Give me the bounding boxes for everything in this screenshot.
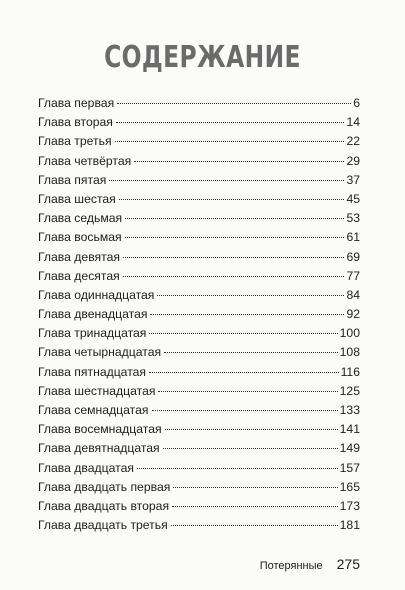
toc-row [38,209,360,228]
toc-page-number: 77 [346,268,360,283]
toc-row [38,401,360,420]
toc-row [38,420,360,439]
toc-dot-leader [109,180,344,181]
toc-page-number: 165 [339,479,360,494]
toc-page-number: 141 [339,422,360,437]
toc-dot-leader [123,276,345,277]
toc-chapter-title: Глава шестая [38,191,116,206]
toc-chapter-title: Глава тринадцатая [38,326,147,341]
toc-page-number: 61 [346,230,360,245]
toc-dot-leader [117,103,351,104]
toc-dot-leader [125,237,345,238]
toc-row [38,267,360,286]
toc-dot-leader [152,410,338,411]
toc-page-number: 92 [346,307,360,322]
toc-chapter-title: Глава семнадцатая [38,403,149,417]
page-footer [0,556,360,574]
toc-chapter-title: Глава третья [38,134,112,149]
toc-chapter-title: Глава шестнадцатая [38,383,156,398]
toc-page-number: 133 [339,403,360,417]
toc-chapter-title: Глава двадцать третья [38,518,168,533]
toc-page-number: 100 [339,326,360,341]
toc-dot-leader [163,448,338,449]
toc-chapter-title: Глава восьмая [38,230,122,245]
toc-page-number: 157 [339,460,360,475]
toc-page-number: 181 [339,518,360,533]
toc-row [38,152,360,171]
toc-chapter-title: Глава седьмая [38,211,123,226]
toc-row [38,94,360,113]
page-number: 275 [336,556,360,572]
toc-dot-leader [123,257,344,258]
toc-row [38,286,360,305]
toc-chapter-title: Глава четырнадцатая [38,345,162,360]
page-title: СОДЕРЖАНИЕ [104,40,301,75]
toc-row [38,459,360,478]
toc-chapter-title: Глава десятая [38,268,120,283]
toc-dot-leader [137,468,338,469]
toc-dot-leader [164,352,338,353]
toc-row [38,228,360,247]
toc-dot-leader [158,391,337,392]
toc-chapter-title: Глава девятнадцатая [38,441,160,456]
toc-page-number: 53 [346,211,360,226]
toc-row [38,343,360,362]
toc-chapter-title: Глава пятая [38,172,107,187]
toc-page-number: 173 [339,498,360,513]
toc-chapter-title: Глава четвёртая [38,153,132,168]
toc-row [38,171,360,190]
toc-dot-leader [116,122,345,123]
toc-page-number: 84 [346,287,360,302]
toc-chapter-title: Глава вторая [38,115,113,130]
toc-page-number: 149 [339,441,360,456]
toc-chapter-title: Глава двадцать вторая [38,498,170,513]
toc-chapter-title: Глава восемнадцатая [38,422,162,437]
running-title: Потерянные [259,560,323,572]
toc-page-number: 69 [346,249,360,264]
toc-chapter-title: Глава пятнадцатая [38,364,147,379]
toc-row [38,439,360,458]
toc-row [38,324,360,343]
toc-chapter-title: Глава двенадцатая [38,307,148,322]
toc-row [38,382,360,401]
toc-page-number: 22 [346,134,360,149]
toc-chapter-title: Глава первая [38,96,115,110]
toc-dot-leader [150,314,344,315]
toc-dot-leader [119,199,345,200]
toc-dot-leader [171,525,338,526]
toc-page-number: 14 [346,115,360,130]
toc-dot-leader [115,141,345,142]
toc-chapter-title: Глава девятая [38,249,120,264]
toc-dot-leader [125,218,344,219]
toc-chapter-title: Глава двадцатая [38,460,134,475]
toc-row [38,363,360,382]
toc-dot-leader [149,372,339,373]
toc-row [38,305,360,324]
toc-dot-leader [149,333,337,334]
toc-row [38,248,360,267]
toc-dot-leader [157,295,344,296]
toc-page-number: 108 [339,345,360,360]
toc-row [38,497,360,516]
toc-row [38,478,360,497]
toc-dot-leader [134,161,344,162]
toc-row [38,190,360,209]
toc-page-number: 125 [339,383,360,398]
toc-chapter-title: Глава двадцать первая [38,479,171,494]
table-of-contents [38,94,360,535]
toc-dot-leader [165,429,338,430]
toc-dot-leader [173,487,337,488]
toc-row [38,516,360,535]
toc-chapter-title: Глава одиннадцатая [38,287,155,302]
toc-page-number: 29 [346,153,360,168]
toc-page-number: 37 [346,172,360,187]
toc-dot-leader [172,506,338,507]
toc-row [38,113,360,132]
toc-page-number: 116 [340,364,360,379]
toc-page-number: 45 [346,191,360,206]
toc-page-number: 6 [353,96,360,110]
toc-row [38,132,360,151]
